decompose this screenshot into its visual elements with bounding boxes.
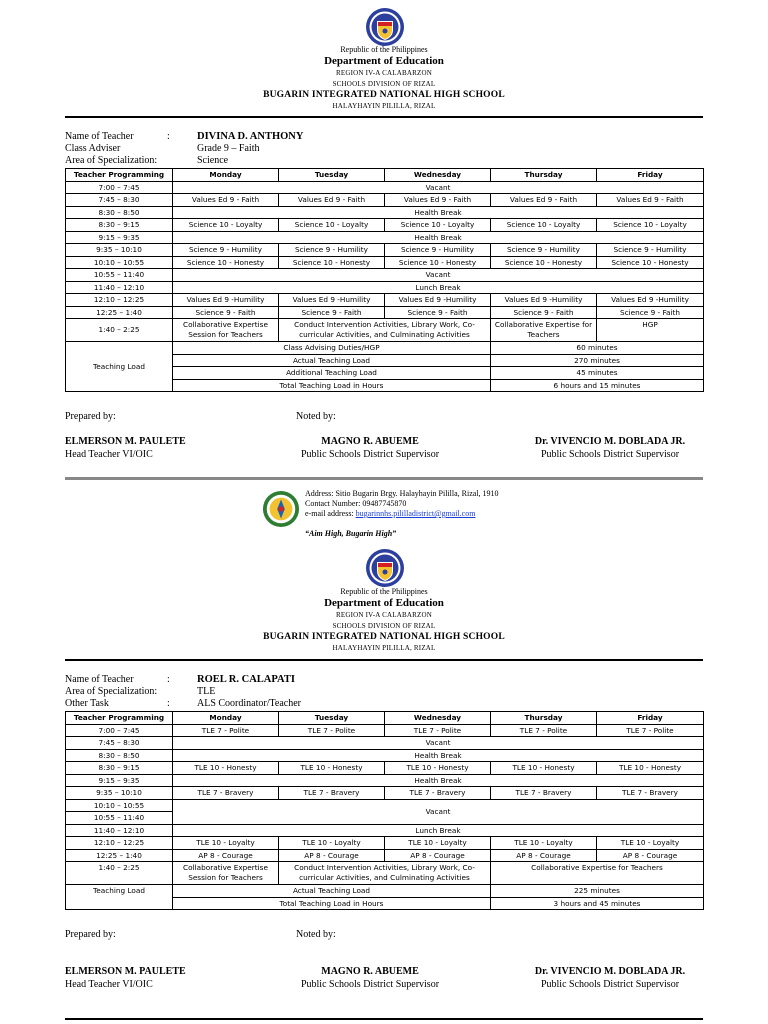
time-cell: 8:30 – 9:15 (66, 762, 173, 775)
cell: Science 9 - Faith (597, 306, 704, 319)
cell: Science 10 - Loyalty (597, 219, 704, 232)
signatory-name: MAGNO R. ABUEME (321, 436, 419, 447)
cell: Science 9 - Humility (279, 244, 385, 257)
cell: Collaborative Expertise Session for Teachers (173, 319, 279, 342)
time-cell: 12:25 – 1:40 (66, 306, 173, 319)
load-value: 270 minutes (491, 354, 704, 367)
load-item: Total Teaching Load in Hours (173, 379, 491, 392)
info-colon: : (167, 698, 170, 709)
col-header: Thursday (491, 169, 597, 182)
cell: TLE 10 - Loyalty (385, 837, 491, 850)
republic-text: Republic of the Philippines (340, 45, 428, 54)
cell: TLE 10 - Honesty (385, 762, 491, 775)
cell: Health Break (173, 231, 704, 244)
info-colon: : (167, 131, 170, 142)
load-item: Total Teaching Load in Hours (173, 897, 491, 910)
time-cell: 8:30 – 9:15 (66, 219, 173, 232)
load-value: 3 hours and 45 minutes (491, 897, 704, 910)
table-row (66, 181, 704, 194)
table-row (66, 824, 704, 837)
col-header: Thursday (491, 712, 597, 725)
table-row (66, 849, 704, 862)
load-label: Teaching Load (66, 342, 173, 392)
noted-by-label: Noted by: (296, 411, 336, 422)
cell: TLE 10 - Honesty (173, 762, 279, 775)
signatory-title: Public Schools District Supervisor (300, 449, 440, 460)
load-row (66, 885, 704, 898)
cell: Health Break (173, 774, 704, 787)
table-row (66, 219, 704, 232)
department-text: Department of Education (324, 55, 444, 67)
col-header: Wednesday (385, 712, 491, 725)
signatory-name: Dr. VIVENCIO M. DOBLADA JR. (534, 966, 686, 977)
signatory-title: Public Schools District Supervisor (540, 979, 680, 990)
cell: Health Break (173, 206, 704, 219)
cell: Collaborative Expertise Session for Teachers (173, 862, 279, 885)
cell: AP 8 - Courage (279, 849, 385, 862)
cell: Science 9 - Humility (597, 244, 704, 257)
footer-address: Address: Sitio Bugarin Brgy. Halayhayin Pililla, Rizal, 1910 (305, 489, 499, 498)
time-cell: 7:00 – 7:45 (66, 181, 173, 194)
cell: Science 9 - Humility (491, 244, 597, 257)
cell: Health Break (173, 749, 704, 762)
cell: Values Ed 9 -Humility (597, 294, 704, 307)
time-cell: 9:15 – 9:35 (66, 231, 173, 244)
cell: Values Ed 9 -Humility (491, 294, 597, 307)
signatory-name: MAGNO R. ABUEME (321, 966, 419, 977)
footer-contact (305, 489, 499, 519)
cell: Conduct Intervention Activities, Library Work, Co-curricular Activities, and Culminating Activities (279, 319, 491, 342)
cell: Science 9 - Humility (385, 244, 491, 257)
table-row (66, 774, 704, 787)
info-label: Class Adviser (65, 143, 121, 154)
cell: TLE 10 - Loyalty (173, 837, 279, 850)
table-row (66, 269, 704, 282)
cell: Collaborative Expertise for Teachers (491, 862, 704, 885)
table-header-row (66, 712, 704, 725)
teacher-name: DIVINA D. ANTHONY (197, 131, 304, 142)
cell: TLE 7 - Polite (385, 724, 491, 737)
load-item: Additional Teaching Load (173, 367, 491, 380)
cell: TLE 7 - Bravery (173, 787, 279, 800)
info-colon: : (167, 674, 170, 685)
cell: TLE 10 - Loyalty (597, 837, 704, 850)
time-cell: 10:10 – 10:55 (66, 256, 173, 269)
cell: Lunch Break (173, 281, 704, 294)
email-link[interactable]: bugarinnhs.pililladistrict@gmail.com (355, 509, 476, 518)
cell: TLE 7 - Polite (173, 724, 279, 737)
cell: Science 10 - Loyalty (279, 219, 385, 232)
header-rule (65, 116, 703, 118)
cell: Science 9 - Humility (173, 244, 279, 257)
cell: Science 10 - Honesty (597, 256, 704, 269)
schedule-table-1 (65, 168, 704, 392)
time-cell: 1:40 – 2:25 (66, 862, 173, 885)
info-label: Area of Specialization: (65, 155, 158, 166)
cell: Values Ed 9 -Humility (173, 294, 279, 307)
col-header: Tuesday (279, 169, 385, 182)
time-cell: 9:35 – 10:10 (66, 244, 173, 257)
signatory-title: Public Schools District Supervisor (300, 979, 440, 990)
school-address: HALAYHAYIN PILILLA, RIZAL (332, 102, 436, 110)
cell: TLE 10 - Honesty (279, 762, 385, 775)
school-motto: “Aim High, Bugarin High” (305, 529, 397, 538)
table-row (66, 256, 704, 269)
region-text: REGION IV-A CALABARZON (336, 611, 432, 619)
cell: Science 9 - Faith (385, 306, 491, 319)
school-name: BUGARIN INTEGRATED NATIONAL HIGH SCHOOL (263, 90, 505, 100)
table-row (66, 749, 704, 762)
cell: AP 8 - Courage (597, 849, 704, 862)
header-rule (65, 659, 703, 661)
cell: TLE 7 - Bravery (491, 787, 597, 800)
table-row (66, 724, 704, 737)
deped-seal-icon (365, 7, 405, 47)
signatory-title: Head Teacher VI/OIC (65, 979, 153, 990)
department-text: Department of Education (324, 597, 444, 609)
time-cell: 12:10 – 12:25 (66, 294, 173, 307)
load-label: Teaching Load (66, 885, 173, 910)
cell: TLE 7 - Bravery (279, 787, 385, 800)
load-value: 45 minutes (491, 367, 704, 380)
table-header-row (66, 169, 704, 182)
cell: Values Ed 9 - Faith (279, 194, 385, 207)
cell: AP 8 - Courage (491, 849, 597, 862)
table-row (66, 281, 704, 294)
time-cell: 1:40 – 2:25 (66, 319, 173, 342)
table-row (66, 762, 704, 775)
cell: Science 9 - Faith (491, 306, 597, 319)
cell: TLE 10 - Loyalty (491, 837, 597, 850)
col-header: Friday (597, 169, 704, 182)
signatory-name: ELMERSON M. PAULETE (65, 966, 186, 977)
cell: Values Ed 9 -Humility (279, 294, 385, 307)
col-header: Monday (173, 169, 279, 182)
load-value: 225 minutes (491, 885, 704, 898)
cell: Vacant (173, 181, 704, 194)
cell: Conduct Intervention Activities, Library Work, Co-curricular Activities, and Culminating Activities (279, 862, 491, 885)
cell: AP 8 - Courage (385, 849, 491, 862)
table-row (66, 799, 704, 812)
load-item: Actual Teaching Load (173, 885, 491, 898)
signatory-3 (520, 965, 700, 991)
footer-rule (65, 477, 703, 480)
cell: TLE 7 - Bravery (385, 787, 491, 800)
col-header: Wednesday (385, 169, 491, 182)
time-cell: 10:55 – 11:40 (66, 812, 173, 825)
info-label: Name of Teacher (65, 131, 134, 142)
cell: TLE 7 - Polite (279, 724, 385, 737)
cell: TLE 10 - Honesty (491, 762, 597, 775)
time-cell: 9:35 – 10:10 (66, 787, 173, 800)
time-cell: 7:45 – 8:30 (66, 194, 173, 207)
division-text: SCHOOLS DIVISION OF RIZAL (332, 622, 436, 630)
table-row (66, 206, 704, 219)
cell: TLE 10 - Honesty (597, 762, 704, 775)
signatory-title: Public Schools District Supervisor (540, 449, 680, 460)
table-row (66, 231, 704, 244)
load-item: Class Advising Duties/HGP (173, 342, 491, 355)
cell: TLE 7 - Bravery (597, 787, 704, 800)
signatory-1 (65, 435, 186, 461)
cell: Values Ed 9 - Faith (173, 194, 279, 207)
col-header: Teacher Programming (66, 169, 173, 182)
cell: HGP (597, 319, 704, 342)
table-row (66, 306, 704, 319)
time-cell: 7:45 – 8:30 (66, 737, 173, 750)
time-cell: 7:00 – 7:45 (66, 724, 173, 737)
time-cell: 12:10 – 12:25 (66, 837, 173, 850)
col-header: Teacher Programming (66, 712, 173, 725)
cell: Science 10 - Honesty (385, 256, 491, 269)
signatory-2 (290, 965, 450, 991)
noted-by-label: Noted by: (296, 929, 336, 940)
prepared-by-label: Prepared by: (65, 929, 116, 940)
cell: Vacant (173, 269, 704, 282)
time-cell: 9:15 – 9:35 (66, 774, 173, 787)
cell: Science 10 - Loyalty (173, 219, 279, 232)
info-value: Grade 9 – Faith (197, 143, 260, 154)
table-row (66, 737, 704, 750)
load-value: 60 minutes (491, 342, 704, 355)
signatory-name: ELMERSON M. PAULETE (65, 436, 186, 447)
footer-phone: Contact Number: 09487745870 (305, 499, 407, 508)
signatory-1 (65, 965, 186, 991)
table-row (66, 194, 704, 207)
letterhead (0, 44, 768, 112)
teacher-name: ROEL R. CALAPATI (197, 674, 295, 685)
time-cell: 11:40 – 12:10 (66, 824, 173, 837)
table-row (66, 787, 704, 800)
table-row (66, 319, 704, 342)
cell: Science 9 - Faith (173, 306, 279, 319)
time-cell: 10:10 – 10:55 (66, 799, 173, 812)
time-cell: 10:55 – 11:40 (66, 269, 173, 282)
table-row (66, 244, 704, 257)
table-row (66, 294, 704, 307)
cell: Values Ed 9 - Faith (491, 194, 597, 207)
cell: Collaborative Expertise for Teachers (491, 319, 597, 342)
col-header: Friday (597, 712, 704, 725)
table-row (66, 862, 704, 885)
cell: TLE 7 - Polite (491, 724, 597, 737)
signatory-title: Head Teacher VI/OIC (65, 449, 153, 460)
info-label: Other Task (65, 698, 109, 709)
cell: Vacant (173, 799, 704, 824)
cell: Vacant (173, 737, 704, 750)
time-cell: 8:30 – 8:50 (66, 206, 173, 219)
cell: Values Ed 9 - Faith (597, 194, 704, 207)
load-row (66, 342, 704, 355)
info-label: Name of Teacher (65, 674, 134, 685)
load-value: 6 hours and 15 minutes (491, 379, 704, 392)
footer-email-label: e-mail address: (305, 509, 356, 518)
deped-seal-icon (365, 548, 405, 588)
republic-text: Republic of the Philippines (340, 587, 428, 596)
cell: Science 10 - Loyalty (385, 219, 491, 232)
time-cell: 12:25 – 1:40 (66, 849, 173, 862)
cell: Science 10 - Honesty (491, 256, 597, 269)
col-header: Monday (173, 712, 279, 725)
cell: Science 10 - Loyalty (491, 219, 597, 232)
cell: AP 8 - Courage (173, 849, 279, 862)
school-logo-icon (262, 490, 300, 528)
info-value: TLE (197, 686, 216, 697)
info-value: Science (197, 155, 229, 166)
signatory-name: Dr. VIVENCIO M. DOBLADA JR. (534, 436, 686, 447)
bottom-rule (65, 1018, 703, 1020)
signatory-2 (290, 435, 450, 461)
cell: Values Ed 9 - Faith (385, 194, 491, 207)
signatory-3 (520, 435, 700, 461)
time-cell: 11:40 – 12:10 (66, 281, 173, 294)
time-cell: 8:30 – 8:50 (66, 749, 173, 762)
school-name: BUGARIN INTEGRATED NATIONAL HIGH SCHOOL (263, 632, 505, 642)
cell: TLE 10 - Loyalty (279, 837, 385, 850)
region-text: REGION IV-A CALABARZON (336, 69, 432, 77)
division-text: SCHOOLS DIVISION OF RIZAL (332, 80, 436, 88)
info-value: ALS Coordinator/Teacher (197, 698, 301, 709)
cell: Science 9 - Faith (279, 306, 385, 319)
load-item: Actual Teaching Load (173, 354, 491, 367)
cell: Science 10 - Honesty (173, 256, 279, 269)
schedule-table-2 (65, 711, 704, 910)
cell: Science 10 - Honesty (279, 256, 385, 269)
info-label: Area of Specialization: (65, 686, 158, 697)
prepared-by-label: Prepared by: (65, 411, 116, 422)
cell: TLE 7 - Polite (597, 724, 704, 737)
col-header: Tuesday (279, 712, 385, 725)
table-row (66, 837, 704, 850)
cell: Values Ed 9 -Humility (385, 294, 491, 307)
cell: Lunch Break (173, 824, 704, 837)
school-address: HALAYHAYIN PILILLA, RIZAL (332, 644, 436, 652)
letterhead (0, 586, 768, 654)
